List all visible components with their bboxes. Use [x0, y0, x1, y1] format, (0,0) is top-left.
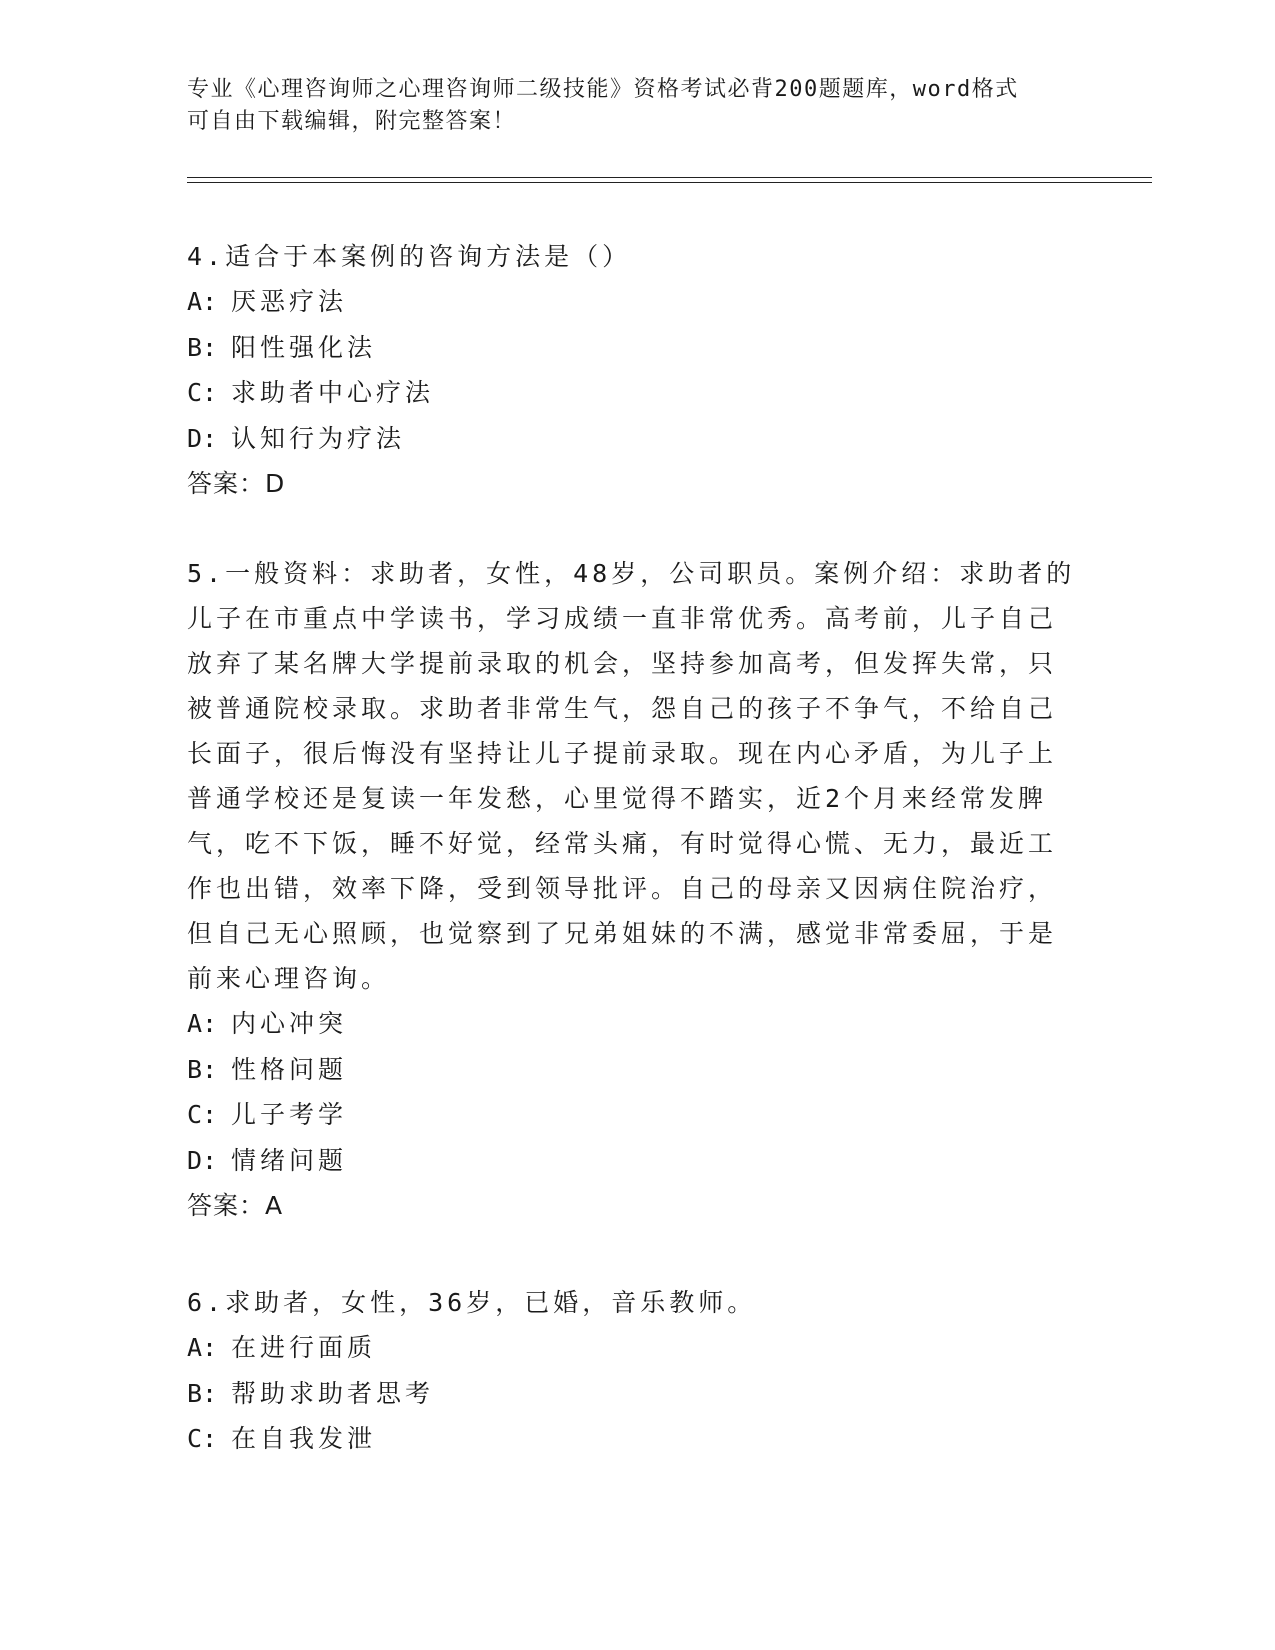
option-a	[187, 1325, 1067, 1371]
header-divider-top	[187, 177, 1152, 178]
option-text: 儿子考学	[231, 1100, 348, 1129]
question-stem	[187, 234, 1067, 279]
option-text: 厌恶疗法	[231, 287, 348, 316]
header-line-2: 可自由下载编辑，附完整答案！	[187, 109, 517, 134]
option-c	[187, 370, 1067, 416]
option-key: A:	[187, 1333, 218, 1362]
stem-line: 长面子，很后悔没有坚持让儿子提前录取。现在内心矛盾，为儿子上	[187, 739, 1058, 768]
question-6	[187, 1280, 1067, 1462]
option-text: 阳性强化法	[231, 332, 377, 362]
stem-line: 被普通院校录取。求助者非常生气，怨自己的孩子不争气，不给自己	[187, 694, 1058, 723]
stem-line: 儿子在市重点中学读书，学习成绩一直非常优秀。高考前，儿子自己	[187, 604, 1058, 633]
option-d	[187, 1138, 1067, 1184]
option-text: 性格问题	[231, 1054, 348, 1084]
option-text: 求助者中心疗法	[231, 378, 435, 407]
stem-line: 前来心理咨询。	[187, 964, 391, 993]
answer-line: 答案：D	[187, 469, 286, 498]
answer-line: 答案：A	[187, 1191, 284, 1220]
option-b	[187, 325, 1067, 371]
stem-line: 作也出错，效率下降，受到领导批评。自己的母亲又因病住院治疗，	[187, 874, 1058, 903]
option-key: B:	[187, 1054, 218, 1084]
question-stem	[187, 551, 1076, 1001]
option-key: A:	[187, 1009, 218, 1038]
header-divider-bottom	[187, 182, 1152, 183]
option-key: A:	[187, 287, 218, 316]
option-text: 帮助求助者思考	[231, 1378, 435, 1408]
stem-line: 普通学校还是复读一年发愁，心里觉得不踏实，近2个月来经常发脾	[187, 784, 1048, 813]
option-text: 在进行面质	[231, 1333, 377, 1362]
option-a	[187, 1001, 1067, 1047]
stem-line: 5.一般资料：求助者，女性，48岁，公司职员。案例介绍：求助者的	[187, 559, 1076, 588]
option-b	[187, 1371, 1067, 1417]
option-c	[187, 1092, 1067, 1138]
question-4	[187, 234, 1067, 507]
option-c	[187, 1416, 1067, 1462]
option-a	[187, 279, 1067, 325]
stem-line: 气，吃不下饭，睡不好觉，经常头痛，有时觉得心慌、无力，最近工	[187, 829, 1058, 858]
option-d	[187, 416, 1067, 462]
stem-line: 放弃了某名牌大学提前录取的机会，坚持参加高考，但发挥失常，只	[187, 649, 1058, 678]
option-text: 在自我发泄	[231, 1424, 377, 1453]
document-header	[187, 74, 1067, 138]
stem-line: 4.适合于本案例的咨询方法是（）	[187, 242, 632, 271]
option-text: 内心冲突	[231, 1009, 348, 1038]
option-key: C:	[187, 378, 218, 407]
option-b	[187, 1047, 1067, 1093]
option-key: C:	[187, 1100, 218, 1129]
option-key: C:	[187, 1424, 218, 1453]
question-stem	[187, 1280, 1067, 1325]
option-text: 认知行为疗法	[231, 423, 406, 453]
stem-line: 6.求助者，女性，36岁，已婚，音乐教师。	[187, 1288, 757, 1317]
option-text: 情绪问题	[231, 1145, 348, 1175]
question-5	[187, 551, 1076, 1229]
option-key: B:	[187, 1378, 218, 1408]
option-key: D:	[187, 423, 218, 453]
stem-line: 但自己无心照顾，也觉察到了兄弟姐妹的不满，感觉非常委屈，于是	[187, 919, 1058, 948]
option-key: B:	[187, 332, 218, 362]
header-line-1: 专业《心理咨询师之心理咨询师二级技能》资格考试必背200题题库，word格式	[187, 77, 1019, 102]
option-key: D:	[187, 1145, 218, 1175]
